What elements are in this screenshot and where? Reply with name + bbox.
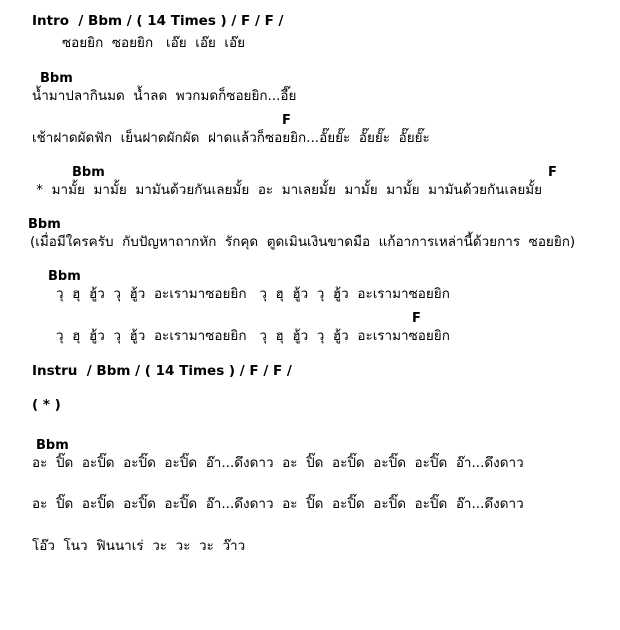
spacer: [0, 471, 620, 496]
spacer: [0, 512, 620, 538]
spacer: [0, 198, 620, 217]
spacer: [0, 51, 620, 71]
chord-row-scat2: [0, 311, 620, 328]
lyric-line-scat1: วุ ฮุ ฮู้ว วุ ฮู้ว อะเรามาซอยยิก วุ ฮุ ฮู้ว วุ ฮู้ว อะเรามาซอยยิก: [56, 286, 450, 302]
spacer: [0, 104, 620, 113]
chord-row-outro1: [0, 438, 620, 455]
section-heading-instru: Instru / Bbm / ( 14 Times ) / F / F /: [32, 363, 292, 379]
lyric-line-chorus: * มามั้ย มามั้ย มามันด้วยกันเลยมั้ย อะ มาเลยมั้ย มามั้ย มามั้ย มามันด้วยกันเลยมั้ย: [32, 182, 543, 198]
chord-row-spoken: [0, 217, 620, 234]
chord-bbm: Bbm: [36, 438, 69, 453]
chord-f: F: [412, 311, 421, 326]
chord-f: F: [282, 113, 291, 128]
spacer: [0, 419, 620, 438]
spacer: [0, 250, 620, 269]
spacer: [0, 385, 620, 398]
lyric-line-outro1: อะ ปิ๊ด อะปิ๊ด อะปิ๊ด อะปิ๊ด อ๊า...ดึงดาว อะ ปิ๊ด อะปิ๊ด อะปิ๊ด อะปิ๊ด อ๊า...ดึงดาว: [32, 455, 524, 471]
lyric-line-scat2: วุ ฮุ ฮู้ว วุ ฮู้ว อะเรามาซอยยิก วุ ฮุ ฮู้ว วุ ฮู้ว อะเรามาซอยยิก: [56, 328, 450, 344]
chord-row-scat1: [0, 269, 620, 286]
lyric-line-verse1: น้ำมาปลากินมด น้ำลด พวกมดก็ซอยยิก...อี๊ย: [32, 88, 297, 104]
chord-bbm: Bbm: [40, 71, 73, 86]
lyric-line-intro: ซอยยิก ซอยยิก เอ๊ย เอ๊ย เอ๊ย: [62, 35, 246, 51]
lyric-line-verse1b: เช้าฝาดผัดฟัก เย็นฝาดผักผัด ฝาดแล้วก็ซอยยิก...อั๊ยยั๊ะ อั๊ยยั๊ะ อั๊ยยั๊ะ: [32, 130, 430, 146]
chord-row-chorus: [0, 165, 620, 182]
lyric-line-spoken: (เมื่อมีใครครับ กับปัญหาถากหัก รักคุด ตูดเมินเงินขาดมือ แก้อาการเหล่านี้ด้วยการ ซอยยิก): [30, 234, 576, 250]
chord-bbm: Bbm: [28, 217, 61, 232]
chord-row-verse1b: [0, 113, 620, 130]
chord-bbm: Bbm: [72, 165, 105, 180]
spacer: [0, 302, 620, 311]
lyric-line-outro3: โอ๊ว โนว ฟินนาเร่ วะ วะ วะ ว๊าว: [32, 538, 246, 554]
section-heading-repeat: ( * ): [32, 397, 61, 413]
section-heading-intro: Intro / Bbm / ( 14 Times ) / F / F /: [32, 13, 284, 29]
chord-f: F: [548, 165, 557, 180]
chord-bbm: Bbm: [48, 269, 81, 284]
lyric-line-outro2: อะ ปิ๊ด อะปิ๊ด อะปิ๊ด อะปิ๊ด อ๊า...ดึงดาว อะ ปิ๊ด อะปิ๊ด อะปิ๊ด อะปิ๊ด อ๊า...ดึงดาว: [32, 496, 524, 512]
spacer: [0, 344, 620, 364]
chord-row-verse1: [0, 71, 620, 88]
spacer: [0, 146, 620, 165]
